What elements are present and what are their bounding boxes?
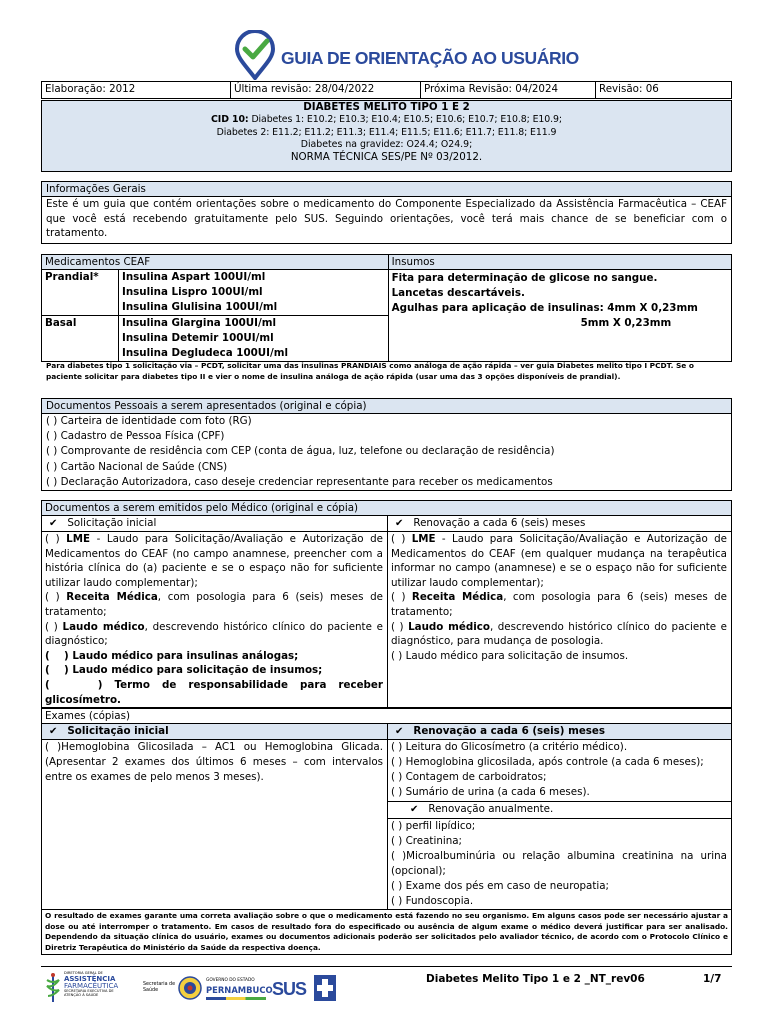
pe-tricolor bbox=[206, 997, 266, 1000]
prandial-note: Para diabetes tipo 1 solicitação via – PCDT, solicitar uma das insulinas PRANDIAIS como análoga de ação rápida – ver guia Diabetes melito tipo I PCDT. Se o paciente solicitar para diabetes tipo II e vier o nome de insulina análoga de ação rápida (usar uma das 3 opções disponíveis de prandial). bbox=[46, 361, 694, 381]
exame-anual-item: ( ) Fundoscopia. bbox=[391, 895, 474, 908]
logo1-line: ATENÇÃO À SAÚDE bbox=[64, 993, 99, 998]
doc-item: ( ) Cartão Nacional de Saúde (CNS) bbox=[46, 460, 228, 473]
basal-item: Insulina Degludeca 100UI/ml bbox=[122, 346, 289, 359]
exame-item: ( ) Leitura do Glicosímetro (a critério médico). bbox=[391, 741, 628, 753]
revisao: Revisão: 06 bbox=[596, 82, 732, 99]
logo-sus bbox=[272, 974, 338, 1004]
prandial-item: Insulina Glulisina 100UI/ml bbox=[122, 301, 278, 314]
exames-col1-title: Solicitação inicial bbox=[67, 725, 169, 738]
docs-medico-table: Documentos a serem emitidos pelo Médico (original e cópia) ✔ Solicitação inicial ✔ Renovação a cada 6 (seis) meses ( ) LME - Laudo para Solicitação/Avaliação e Autorização de Medicamentos do CEAF (no campo anamnese, preencher com a história clínica do (a) paciente e se o espaço não for suficiente utilizar laudo complementar); ( ) Receita Médica, com posologia para 6 (seis) meses de tratamento; ( ) Laudo médico, descrevendo histórico clínico do paciente e diagnóstico; ( ) Laudo médico para insulinas análogas; ( ) Laudo médico para solicitação de insumos; ( ) Termo de responsabilidade para receber glicosímetro. ( ) LME - Laudo para Solicitação/Avaliação e Autorização de Medicamentos do CEAF (em qualquer mudança na terapêutica informar no campo (anamnese) e se o espaço não for suficiente utilizar laudo complementar); ( ) Receita Médica, com posologia para 6 (seis) meses de tratamento; ( ) Laudo médico, descrevendo histórico clínico do paciente e diagnóstico, para mudança de posologia. ( ) Laudo médico para solicitação de insumos. bbox=[41, 500, 732, 708]
document-title: DIABETES MELITO TIPO 1 E 2 bbox=[303, 101, 470, 113]
exame-item: ( ) Hemoglobina glicosilada, após controle (a cada 6 meses); bbox=[391, 756, 704, 769]
logo1-line: DIRETORIA GERAL DE bbox=[64, 971, 103, 975]
lme-text-renov: - Laudo para Solicitação/Avaliação e Autorização de Medicamentos do CEAF (em qualquer mudança na terapêutica informar no campo (anamnese) e se o espaço não for suficiente utilizar laudo complementar); bbox=[391, 533, 727, 589]
exame-anual-item: ( ) Exame dos pés em caso de neuropatia; bbox=[391, 880, 610, 892]
insumo-item: Agulhas para aplicação de insulinas: 4mm X 0,23mm bbox=[391, 302, 698, 315]
logo-assistencia bbox=[44, 972, 142, 1008]
info-section bbox=[41, 181, 732, 244]
medicamentos-table bbox=[41, 254, 732, 362]
exame-anual-item: ( ) perfil lipídico; bbox=[391, 819, 476, 832]
cid-diabetes-1: Diabetes 1: E10.2; E10.3; E10.4; E10.5; E10.6; E10.7; E10.8; E10.9; bbox=[251, 114, 562, 126]
laudo-label: Laudo médico bbox=[62, 620, 145, 633]
doc-item: ( ) Cadastro de Pessoa Física (CPF) bbox=[46, 430, 225, 443]
lme-label: LME bbox=[66, 533, 91, 545]
renovacao-anual-title: Renovação anualmente. bbox=[428, 802, 554, 815]
laudo-text: , descrevendo histórico clínico do paciente e diagnóstico; bbox=[45, 620, 383, 648]
logo1-line: FARMACÊUTICA bbox=[64, 982, 119, 991]
check-pin-icon bbox=[234, 30, 276, 80]
exames-heading: Exames (cópias) bbox=[42, 709, 732, 724]
docs-col1-title: Solicitação inicial bbox=[67, 517, 157, 530]
check-icon: ✔ bbox=[410, 803, 419, 815]
lme-label: LME bbox=[411, 533, 436, 545]
doc-item: ( ) Declaração Autorizadora, caso deseje credenciar representante para receber os medicamentos bbox=[46, 475, 553, 488]
receita-label: Receita Médica bbox=[411, 591, 504, 604]
doc-item: ( ) Comprovante de residência com CEP (conta de água, luz, telefone ou declaração de residência) bbox=[46, 445, 555, 458]
insumos-heading: Insumos bbox=[388, 255, 731, 270]
guide-header bbox=[234, 30, 579, 80]
norma-tecnica: NORMA TÉCNICA SES/PE Nº 03/2012. bbox=[290, 151, 483, 164]
termo-glicosimetro: Termo de responsabilidade para receber glicosímetro. bbox=[45, 679, 383, 706]
insumo-item: 5mm X 0,23mm bbox=[580, 316, 672, 329]
sus-cross-icon bbox=[314, 975, 336, 1001]
cid-gravidez: Diabetes na gravidez: O24.4; O24.9; bbox=[300, 138, 473, 150]
laudo-insumos-renov: ( ) Laudo médico para solicitação de insumos. bbox=[391, 649, 629, 662]
prandial-label: Prandial* bbox=[42, 270, 119, 316]
elaboracao: Elaboração: 2012 bbox=[42, 82, 231, 99]
check-icon: ✔ bbox=[395, 518, 404, 530]
docs-pessoais-heading: Documentos Pessoais a serem apresentados (original e cópia) bbox=[42, 399, 731, 414]
ultima-revisao: Última revisão: 28/04/2022 bbox=[231, 82, 421, 99]
footer-rule bbox=[41, 966, 732, 967]
check-icon: ✔ bbox=[49, 518, 58, 530]
prandial-item: Insulina Lispro 100UI/ml bbox=[122, 286, 263, 299]
proxima-revisao: Próxima Revisão: 04/2024 bbox=[421, 82, 596, 99]
exame-item: ( ) Contagem de carboidratos; bbox=[391, 771, 547, 784]
laudo-label: Laudo médico bbox=[408, 620, 490, 633]
insumo-item: Lancetas descartáveis. bbox=[391, 287, 525, 300]
receita-text: , com posologia para 6 (seis) meses de tratamento; bbox=[391, 591, 728, 619]
insumo-item: Fita para determinação de glicose no sangue. bbox=[391, 272, 658, 285]
docs-pessoais-section bbox=[41, 398, 732, 491]
exame-anual-item: ( )Microalbuminúria ou relação albumina creatinina na urina (opcional); bbox=[391, 849, 727, 877]
laudo-insulinas: Laudo médico para insulinas análogas; bbox=[72, 649, 299, 662]
basal-item: Insulina Detemir 100UI/ml bbox=[122, 331, 274, 344]
title-block bbox=[41, 100, 732, 172]
laudo-insumos: Laudo médico para solicitação de insumos; bbox=[72, 664, 323, 677]
receita-label: Receita Médica bbox=[66, 591, 158, 604]
footer-doc-name: Diabetes Melito Tipo 1 e 2 _NT_rev06 bbox=[426, 973, 645, 985]
check-icon: ✔ bbox=[49, 726, 58, 738]
logo-pernambuco bbox=[178, 974, 273, 1004]
page-number: 1/7 bbox=[703, 973, 722, 985]
docs-col2-title: Renovação a cada 6 (seis) meses bbox=[413, 517, 586, 530]
guide-title: GUIA DE ORIENTAÇÃO AO USUÁRIO bbox=[281, 48, 579, 68]
info-heading: Informações Gerais bbox=[42, 182, 731, 197]
docs-medico-heading: Documentos a serem emitidos pelo Médico (original e cópia) bbox=[42, 501, 732, 516]
logo1-line: SECRETARIA EXECUTIVA DE bbox=[64, 989, 114, 994]
lme-text: - Laudo para Solicitação/Avaliação e Autorização de Medicamentos do CEAF (no campo anamnese, preencher com a história clínica do (a) paciente e se o espaço não for suficiente utilizar laudo complementar); bbox=[45, 533, 383, 589]
basal-label: Basal bbox=[42, 315, 119, 361]
receita-text: , com posologia para 6 (seis) meses de tratamento; bbox=[45, 591, 383, 619]
exames-inicial-text: ( )Hemoglobina Glicosilada – AC1 ou Hemoglobina Glicada. (Apresentar 2 exames dos últimos 6 meses – com intervalos entre os exames de pelo menos 3 meses). bbox=[42, 740, 388, 910]
prandial-item: Insulina Aspart 100UI/ml bbox=[122, 271, 266, 284]
sus-label: SUS bbox=[272, 979, 307, 999]
secretaria-label: Secretaria de Saúde bbox=[143, 982, 176, 993]
caduceus-icon bbox=[44, 972, 62, 1004]
exame-anual-item: ( ) Creatinina; bbox=[391, 834, 463, 847]
laudo-text-renov: , descrevendo histórico clínico do paciente e diagnóstico, para mudança de posologia. bbox=[391, 620, 727, 648]
cid-diabetes-2: Diabetes 2: E11.2; E11.2; E11.3; E11.4; E11.5; E11.6; E11.7; E11.8; E11.9 bbox=[216, 126, 557, 138]
info-text: Este é um guia que contém orientações sobre o medicamento do Componente Especializado da Assistência Farmacêutica – CEAF que você está recebendo gratuitamente pelo SUS. Seguindo orientações, você terá mais chance de se beneficiar com o tratamento. bbox=[46, 198, 727, 240]
revision-table bbox=[41, 81, 732, 99]
exames-note: O resultado de exames garante uma correta avaliação sobre o que o medicamento está fazendo no seu organismo. Em alguns casos pode ser necessário ajustar a dose ou até interromper o tratamento. Em casos de resultado fora do especificado ou ausência de algum exame o médico deverá justificar para ser analisado. Dependendo da situação clínica do usuário, exames ou documentos adicionais poderão ser solicitados pelo avaliador técnico, de acordo com o Protocolo Clínico e Diretriz Terapêutica do Ministério da Saúde da respectiva doença. bbox=[42, 910, 732, 955]
medicamentos-heading: Medicamentos CEAF bbox=[42, 255, 389, 270]
logo1-line: ASSISTÊNCIA bbox=[64, 974, 116, 983]
exames-col2-title: Renovação a cada 6 (seis) meses bbox=[413, 725, 606, 738]
cid-label: CID 10: bbox=[211, 114, 249, 126]
governo-label: GOVERNO DO ESTADO bbox=[206, 978, 255, 983]
state-seal-icon bbox=[178, 976, 202, 1000]
basal-item: Insulina Glargina 100UI/ml bbox=[122, 316, 277, 329]
pernambuco-label: PERNAMBUCO bbox=[206, 985, 273, 995]
check-icon: ✔ bbox=[395, 726, 404, 738]
doc-item: ( ) Carteira de identidade com foto (RG) bbox=[46, 415, 252, 428]
exames-table bbox=[41, 708, 732, 955]
exame-item: ( ) Sumário de urina (a cada 6 meses). bbox=[391, 786, 590, 799]
